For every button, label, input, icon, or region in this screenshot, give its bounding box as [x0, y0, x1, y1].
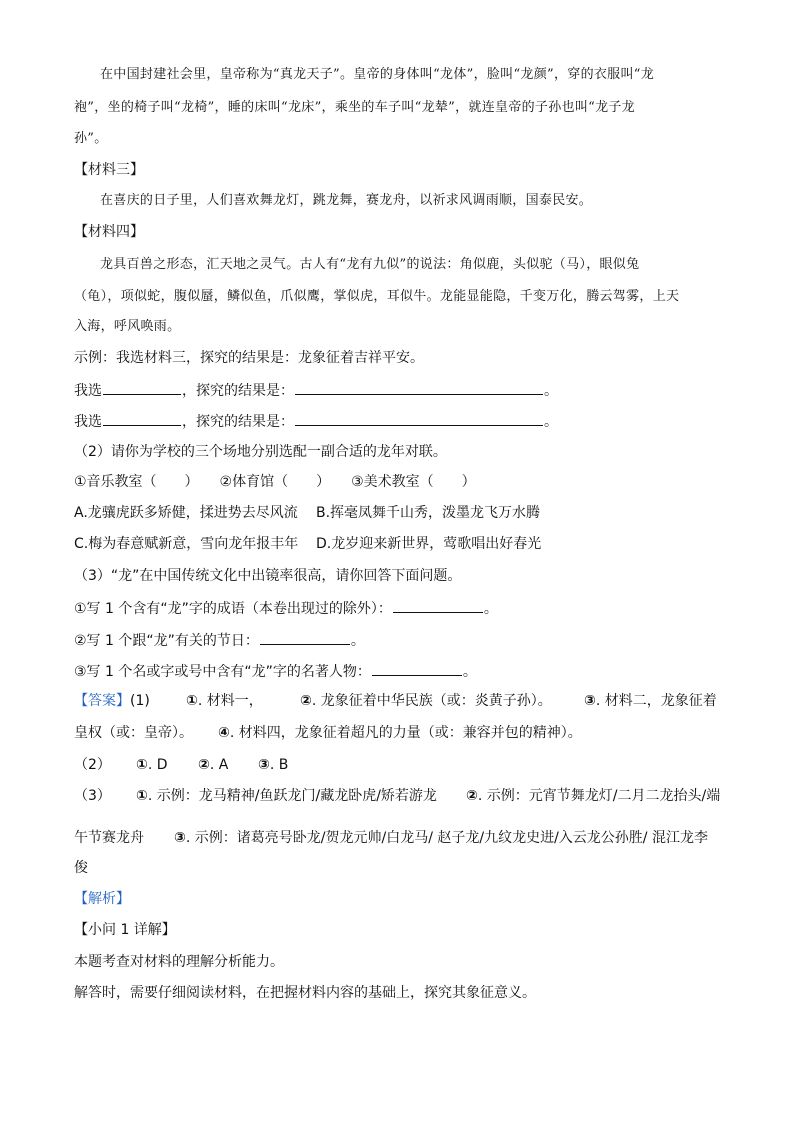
- answer-3-1: [136, 789, 437, 803]
- answer-1-4-num: ④: [218, 725, 230, 741]
- material4-line3: 入海，呼风唤雨。: [74, 319, 181, 334]
- result-blank-1[interactable]: [295, 382, 543, 395]
- q3-sub2: [74, 632, 365, 648]
- q3-sub3-end: 。: [462, 664, 477, 680]
- q3-sub2-text: ②写 1 个跟“龙”有关的节日：: [74, 633, 259, 649]
- example-line: 示例：我选材料三，探究的结果是：龙象征着吉祥平安。: [74, 350, 424, 366]
- answer-3-3: [174, 831, 708, 845]
- choose-line-2: [74, 413, 558, 429]
- choose-middle: ，探究的结果是：: [182, 383, 294, 399]
- analysis-line-2: 解答时，需要仔细阅读材料，在把握材料内容的基础上，探究其象征意义。: [74, 985, 536, 1001]
- answer-2-1: [136, 758, 168, 772]
- material4-line2: （龟），项似蛇，腹似蜃，鳞似鱼，爪似鹰，掌似虎，耳似牛。龙能显能隐，千变万化，腾云驾雾，上天: [74, 289, 680, 304]
- material4-line1: 龙具百兽之形态，汇天地之灵气。古人有“龙有九似”的说法：角似鹿，头似驼（马），眼似兔: [100, 257, 640, 272]
- q3-sub1-end: 。: [483, 601, 498, 617]
- answer-tag: 【答案】: [74, 693, 130, 709]
- answer-1-1: [186, 694, 263, 708]
- idiom-blank[interactable]: [393, 600, 483, 613]
- material2-line2: 袍”，坐的椅子叫“龙椅”，睡的床叫“龙床”，乘坐的车子叫“龙辇”，就连皇帝的子孙也叫“龙子龙: [74, 100, 635, 115]
- choose-middle: ，探究的结果是：: [182, 414, 294, 430]
- material-blank-1[interactable]: [103, 382, 181, 395]
- answer-1-2-text: . 龙象征着中华民族（或：炎黄子孙）。: [311, 693, 552, 709]
- answer-2-2-text: . A: [209, 757, 229, 773]
- answer-2-2-num: ②: [198, 757, 210, 773]
- choose-end: 。: [544, 414, 558, 430]
- answer-1-3-text: . 材料二，龙象征着: [595, 693, 717, 709]
- q2-option-a: A.龙骧虎跃多矫健，揉进势去尽风流: [74, 505, 298, 521]
- analysis-line-1: 本题考查对材料的理解分析能力。: [74, 954, 284, 970]
- answer-1-3: [584, 694, 717, 708]
- character-blank[interactable]: [372, 663, 462, 676]
- answer-1-3-num: ③: [584, 693, 596, 709]
- answer-2-1-num: ①: [136, 757, 148, 773]
- answer-2-2: [198, 758, 228, 772]
- material3-text: 在喜庆的日子里，人们喜欢舞龙灯，跳龙舞，赛龙舟，以祈求风调雨顺，国泰民安。: [100, 193, 593, 208]
- material2-line1: 在中国封建社会里，皇帝称为“真龙天子”。皇帝的身体叫“龙体”，脸叫“龙颜”，穿的衣服叫“龙: [100, 67, 655, 82]
- answer-3-3-text: . 示例：诸葛亮号卧龙/贺龙元帅/白龙马/ 赵子龙/九纹龙史进/入云龙公孙胜/ 混江龙李: [185, 830, 708, 846]
- choose-line-1: [74, 382, 558, 398]
- material3-header: 【材料三】: [74, 162, 144, 178]
- answer-2-3-text: . B: [269, 757, 289, 773]
- answer-line-1: [74, 694, 150, 708]
- answer-3-1-text: . 示例：龙马精神/鱼跃龙门/藏龙卧虎/矫若游龙: [147, 788, 437, 804]
- answer-3-2: [466, 789, 720, 803]
- answer-3-2-num: ②: [466, 788, 478, 804]
- q3-sub1: [74, 600, 498, 616]
- q2-prompt: （2）请你为学校的三个场地分别选配一副合适的龙年对联。: [74, 444, 447, 460]
- answer-part3-label: （3）: [74, 788, 111, 804]
- choose-prefix: 我选: [74, 383, 102, 399]
- answer-part2-label: （2）: [74, 757, 111, 773]
- choose-prefix: 我选: [74, 414, 102, 430]
- answer-1-1-num: ①: [186, 693, 198, 709]
- q3-sub1-text: ①写 1 个含有“龙”字的成语（本卷出现过的除外）：: [74, 601, 392, 617]
- q3-prompt: （3）“龙”在中国传统文化中出镜率很高，请你回答下面问题。: [74, 568, 462, 584]
- material2-line3: 孙”。: [74, 131, 108, 146]
- answer-1-2-num: ②: [300, 693, 312, 709]
- choose-end: 。: [544, 383, 558, 399]
- answer-1-4-text: . 材料四，龙象征着超凡的力量（或：兼容并包的精神）。: [229, 725, 582, 741]
- answer-1-3-cont: 皇权（或：皇帝）。: [74, 725, 193, 741]
- answer-1-1-text: . 材料一，: [197, 693, 263, 709]
- answer-3-2-cont: 午节赛龙舟: [74, 830, 144, 846]
- q2-option-c: C.梅为春意赋新意，雪向龙年报丰年: [74, 536, 299, 552]
- q3-sub2-end: 。: [350, 633, 365, 649]
- q2-option-d: D.龙岁迎来新世界，莺歌唱出好春光: [316, 536, 542, 552]
- answer-1-2: [300, 694, 552, 708]
- answer-3-3-cont: 俊: [74, 860, 88, 876]
- result-blank-2[interactable]: [295, 413, 543, 426]
- answer-1-4: [218, 726, 582, 740]
- subquestion-header: 【小问 1 详解】: [74, 922, 176, 938]
- answer-3-1-num: ①: [136, 788, 148, 804]
- answer-2-3: [258, 758, 288, 772]
- answer-2-1-text: . D: [147, 757, 168, 773]
- answer-2-3-num: ③: [258, 757, 270, 773]
- q2-venues: ①音乐教室（ ） ②体育馆（ ） ③美术教室（ ）: [74, 474, 476, 490]
- q3-sub3: [74, 663, 477, 679]
- analysis-tag: 【解析】: [74, 891, 130, 907]
- material4-header: 【材料四】: [74, 224, 144, 240]
- material-blank-2[interactable]: [103, 413, 181, 426]
- answer-part1-label: (1): [130, 693, 150, 709]
- answer-3-3-num: ③: [174, 830, 186, 846]
- q3-sub3-text: ③写 1 个名或字或号中含有“龙”字的名著人物：: [74, 664, 371, 680]
- answer-3-2-text: . 示例：元宵节舞龙灯/二月二龙抬头/端: [477, 788, 721, 804]
- q2-option-b: B.挥毫凤舞千山秀，泼墨龙飞万水腾: [316, 505, 541, 521]
- festival-blank[interactable]: [260, 632, 350, 645]
